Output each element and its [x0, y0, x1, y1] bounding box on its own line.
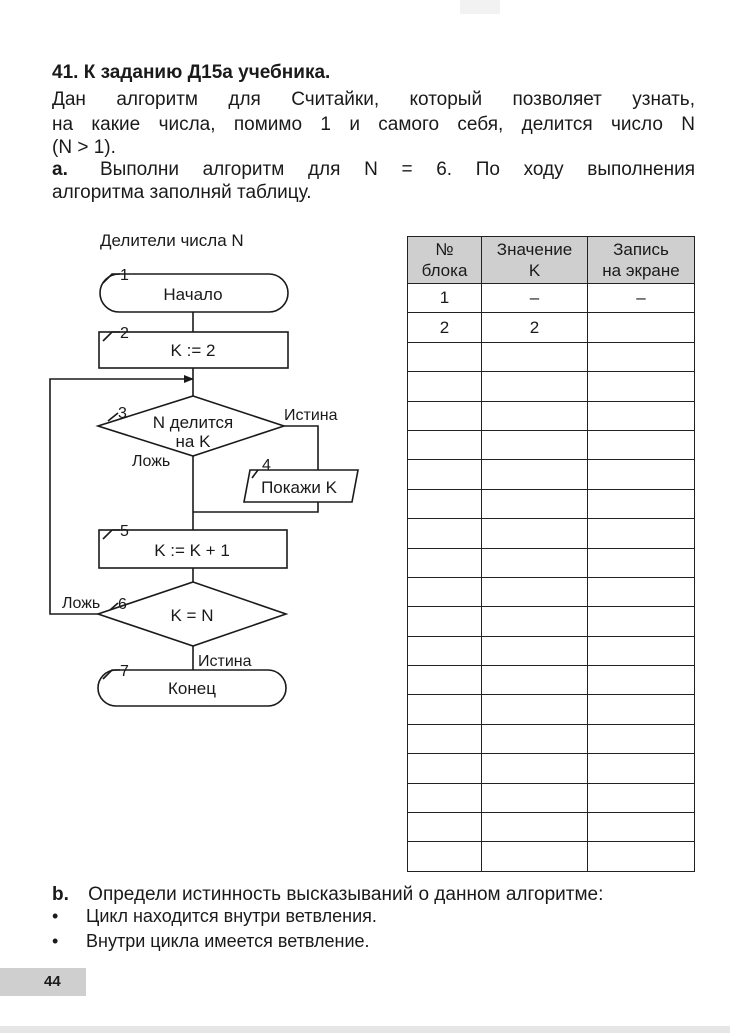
cell-k-value [482, 372, 588, 401]
table-row [408, 842, 695, 871]
table-header-row [408, 237, 695, 284]
cell-k-value [482, 460, 588, 489]
cell-screen-output [588, 401, 695, 430]
cell-block-number [408, 460, 482, 489]
cell-block-number [408, 813, 482, 842]
bullet-dot: • [52, 906, 59, 926]
intro-line-3: (N > 1). [52, 137, 116, 158]
bottom-strip [0, 1026, 730, 1033]
header-k-value: Значение K [482, 237, 588, 284]
table-row [408, 430, 695, 459]
block-6-true-label: Истина [198, 653, 252, 670]
cell-screen-output [588, 460, 695, 489]
cell-block-number [408, 666, 482, 695]
table-row [408, 372, 695, 401]
table-row [408, 313, 695, 342]
intro-line-2: на какие числа, помимо 1 и самого себя, делится число N [52, 114, 695, 135]
cell-k-value [482, 783, 588, 812]
cell-block-number [408, 842, 482, 871]
cell-block-number [408, 401, 482, 430]
cell-screen-output [588, 783, 695, 812]
cell-k-value [482, 548, 588, 577]
page-number: 44 [44, 973, 61, 990]
cell-screen-output [588, 548, 695, 577]
part-a-label: а. [52, 159, 68, 180]
block-5-number: 5 [120, 523, 129, 540]
cell-k-value [482, 666, 588, 695]
block-2-number: 2 [120, 325, 129, 342]
cell-block-number [408, 783, 482, 812]
cell-screen-output: – [588, 284, 695, 313]
bullet-2 [52, 931, 370, 952]
cell-k-value: 2 [482, 313, 588, 342]
table-row [408, 548, 695, 577]
block-3-text-line-1: N делится [152, 413, 234, 432]
part-b-label: b. [52, 884, 69, 905]
table-row [408, 607, 695, 636]
table-row [408, 577, 695, 606]
cell-screen-output [588, 372, 695, 401]
cell-block-number [408, 607, 482, 636]
cell-screen-output [588, 519, 695, 548]
part-b-text: Определи истинность высказываний о данном алгоритме: [88, 884, 604, 905]
table-row [408, 489, 695, 518]
table-row [408, 783, 695, 812]
cell-k-value [482, 489, 588, 518]
cell-block-number [408, 548, 482, 577]
cell-k-value [482, 342, 588, 371]
block-7-text: Конец [168, 679, 216, 698]
block-5-text: K := K + 1 [154, 541, 230, 560]
block-3-true-label: Истина [284, 407, 338, 424]
scan-artifact [460, 0, 500, 14]
cell-block-number [408, 577, 482, 606]
part-b [52, 884, 603, 906]
block-1-number: 1 [120, 267, 129, 284]
cell-screen-output [588, 607, 695, 636]
table-row [408, 813, 695, 842]
block-3-false-label: Ложь [132, 453, 171, 470]
bullet-1 [52, 906, 377, 927]
cell-screen-output [588, 813, 695, 842]
cell-k-value [482, 842, 588, 871]
cell-k-value [482, 430, 588, 459]
cell-k-value [482, 401, 588, 430]
page-number-bar [0, 968, 86, 996]
table-row [408, 401, 695, 430]
cell-block-number [408, 754, 482, 783]
table-row [408, 695, 695, 724]
cell-screen-output [588, 842, 695, 871]
trace-table [407, 236, 695, 872]
part-a-line-1: Выполни алгоритм для N = 6. По ходу выполнения [100, 159, 695, 180]
cell-k-value [482, 636, 588, 665]
cell-k-value: – [482, 284, 588, 313]
block-7-number: 7 [120, 663, 129, 680]
cell-k-value [482, 813, 588, 842]
cell-screen-output [588, 695, 695, 724]
cell-screen-output [588, 724, 695, 753]
block-6-false-label: Ложь [62, 595, 101, 612]
block-3-text-line-2: на K [175, 432, 211, 451]
bullet-1-text: Цикл находится внутри ветвления. [86, 906, 377, 926]
flowchart [0, 0, 400, 720]
task-title: 41. К заданию Д15а учебника. [52, 62, 331, 83]
intro-line-1: Дан алгоритм для Считайки, который позволяет узнать, [52, 89, 695, 110]
cell-block-number [408, 636, 482, 665]
block-4-text: Покажи K [261, 478, 337, 497]
cell-block-number [408, 489, 482, 518]
table-row [408, 342, 695, 371]
table-row [408, 519, 695, 548]
block-3-number: 3 [118, 405, 127, 422]
header-screen-output: Запись на экране [588, 237, 695, 284]
table-row [408, 666, 695, 695]
table-row [408, 460, 695, 489]
cell-block-number [408, 695, 482, 724]
cell-block-number: 2 [408, 313, 482, 342]
cell-screen-output [588, 636, 695, 665]
cell-k-value [482, 695, 588, 724]
block-6-number: 6 [118, 596, 127, 613]
cell-k-value [482, 754, 588, 783]
cell-block-number: 1 [408, 284, 482, 313]
table-row [408, 284, 695, 313]
cell-k-value [482, 577, 588, 606]
header-block-number: № блока [408, 237, 482, 284]
block-6-text: K = N [170, 606, 214, 625]
cell-block-number [408, 430, 482, 459]
cell-screen-output [588, 342, 695, 371]
cell-k-value [482, 607, 588, 636]
block-2-text: K := 2 [170, 341, 216, 360]
cell-block-number [408, 372, 482, 401]
flowchart-title: Делители числа N [100, 231, 244, 250]
cell-block-number [408, 342, 482, 371]
cell-screen-output [588, 577, 695, 606]
cell-block-number [408, 724, 482, 753]
cell-screen-output [588, 754, 695, 783]
part-a-line-2: алгоритма заполняй таблицу. [52, 182, 312, 203]
cell-screen-output [588, 313, 695, 342]
bullet-dot: • [52, 931, 59, 951]
cell-k-value [482, 519, 588, 548]
cell-block-number [408, 519, 482, 548]
bullet-2-text: Внутри цикла имеется ветвление. [86, 931, 370, 951]
cell-screen-output [588, 666, 695, 695]
table-row [408, 754, 695, 783]
block-4-number: 4 [262, 457, 271, 474]
cell-screen-output [588, 489, 695, 518]
cell-screen-output [588, 430, 695, 459]
block-1-text: Начало [163, 285, 223, 304]
table-row [408, 724, 695, 753]
table-row [408, 636, 695, 665]
cell-k-value [482, 724, 588, 753]
